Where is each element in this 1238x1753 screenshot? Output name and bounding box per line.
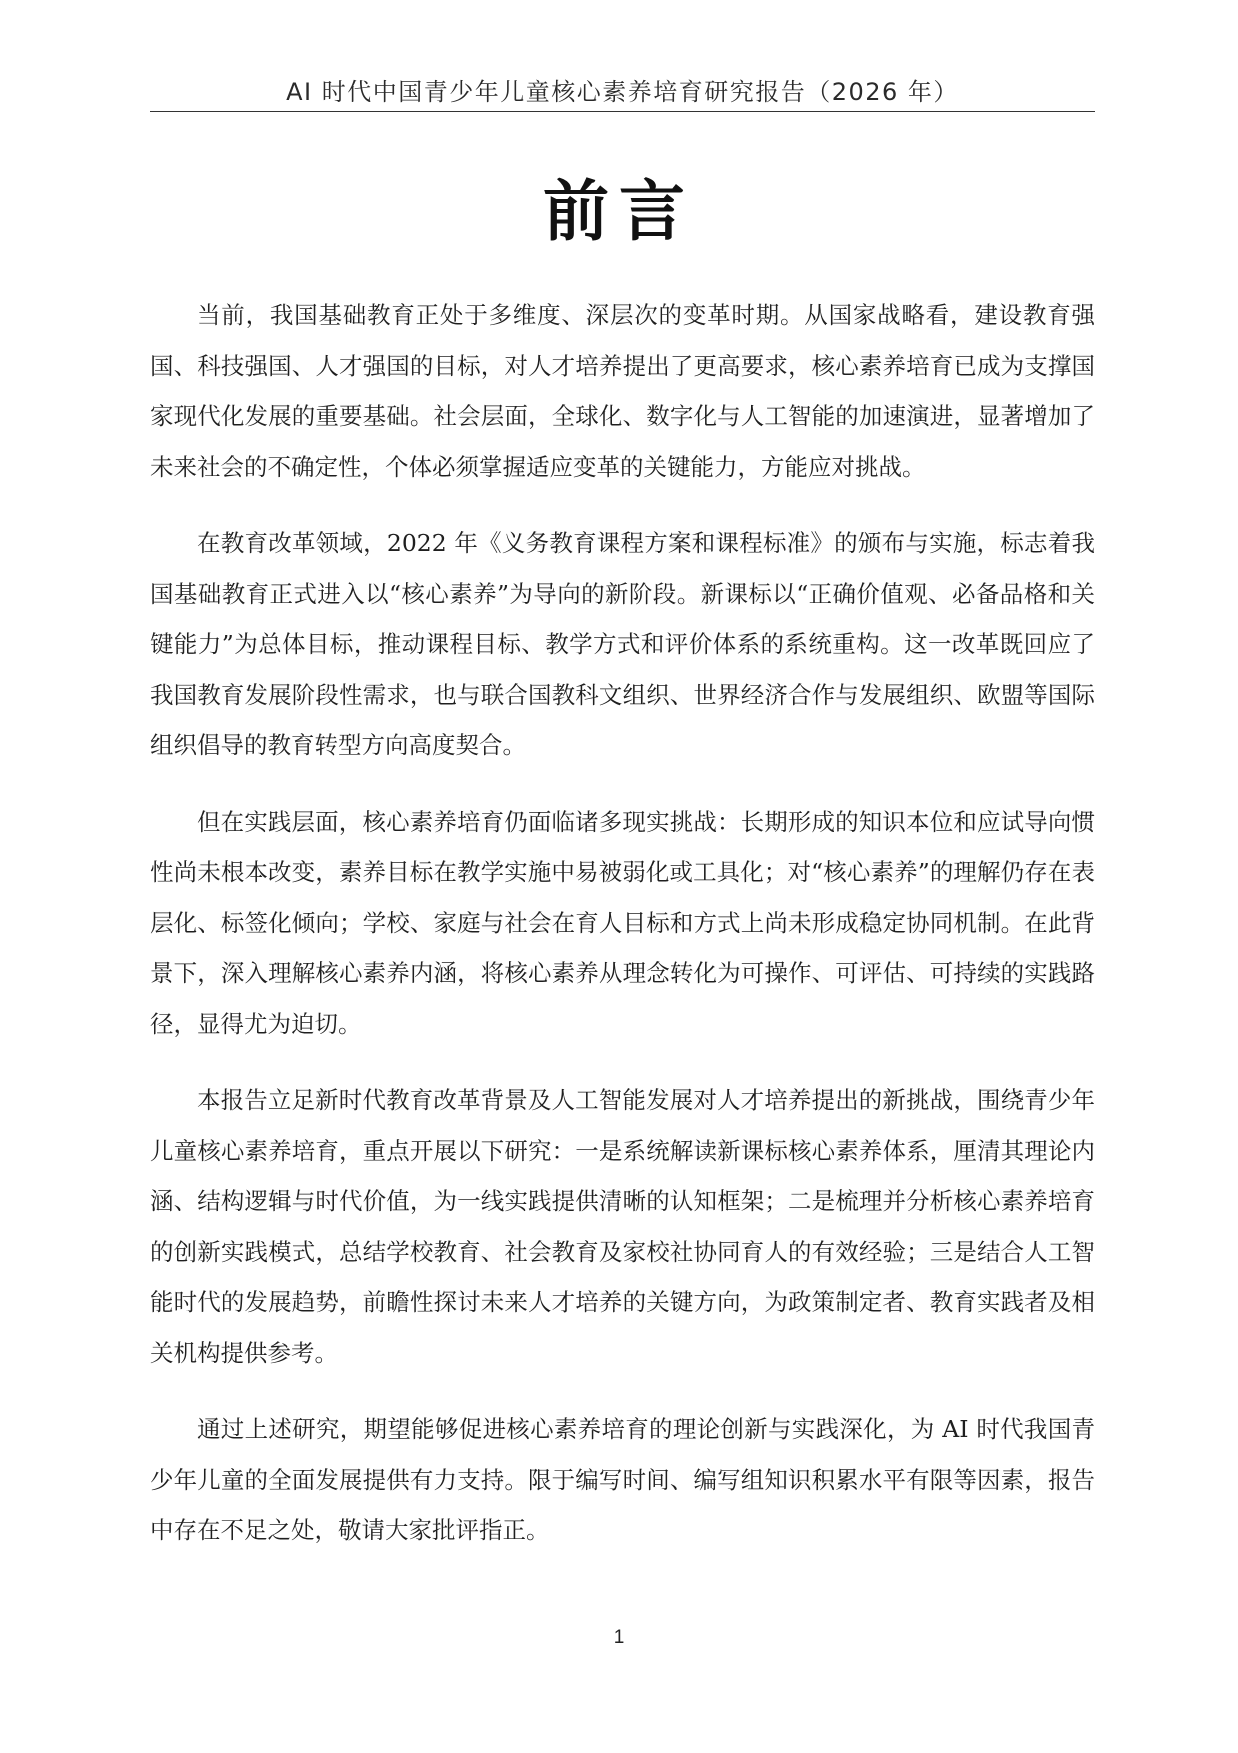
page-number: 1 <box>613 1627 625 1648</box>
paragraph-3: 但在实践层面，核心素养培育仍面临诸多现实挑战：长期形成的知识本位和应试导向惯性尚未根本改变，素养目标在教学实施中易被弱化或工具化；对“核心素养”的理解仍存在表层化、标签化倾向；学校、家庭与社会在育人目标和方式上尚未形成稳定协同机制。在此背景下，深入理解核心素养内涵，将核心素养从理念转化为可操作、可评估、可持续的实践路径，显得尤为迫切。 <box>150 807 1095 1038</box>
running-header: AI 时代中国青少年儿童核心素养培育研究报告（2026 年） <box>286 78 959 106</box>
paragraph-5: 通过上述研究，期望能够促进核心素养培育的理论创新与实践深化，为 AI 时代我国青少年儿童的全面发展提供有力支持。限于编写时间、编写组知识积累水平有限等因素，报告中存在不足之处，敬请大家批评指正。 <box>150 1415 1095 1544</box>
paragraph-4: 本报告立足新时代教育改革背景及人工智能发展对人才培养提出的新挑战，围绕青少年儿童核心素养培育，重点开展以下研究：一是系统解读新课标核心素养体系，厘清其理论内涵、结构逻辑与时代价值，为一线实践提供清晰的认知框架；二是梳理并分析核心素养培育的创新实践模式，总结学校教育、社会教育及家校社协同育人的有效经验；三是结合人工智能时代的发展趋势，前瞻性探讨未来人才培养的关键方向，为政策制定者、教育实践者及相关机构提供参考。 <box>150 1086 1095 1367</box>
body-text <box>150 290 1095 1582</box>
page-title: 前言 <box>543 172 695 250</box>
paragraph-2: 在教育改革领域，2022 年《义务教育课程方案和课程标准》的颁布与实施，标志着我国基础教育正式进入以“核心素养”为导向的新阶段。新课标以“正确价值观、必备品格和关键能力”为总体目标，推动课程目标、教学方式和评价体系的系统重构。这一改革既回应了我国教育发展阶段性需求，也与联合国教科文组织、世界经济合作与发展组织、欧盟等国际组织倡导的教育转型方向高度契合。 <box>150 529 1095 759</box>
header-divider <box>150 111 1095 112</box>
paragraph-1: 当前，我国基础教育正处于多维度、深层次的变革时期。从国家战略看，建设教育强国、科技强国、人才强国的目标，对人才培养提出了更高要求，核心素养培育已成为支撑国家现代化发展的重要基础。社会层面，全球化、数字化与人工智能的加速演进，显著增加了未来社会的不确定性，个体必须掌握适应变革的关键能力，方能应对挑战。 <box>150 301 1095 481</box>
